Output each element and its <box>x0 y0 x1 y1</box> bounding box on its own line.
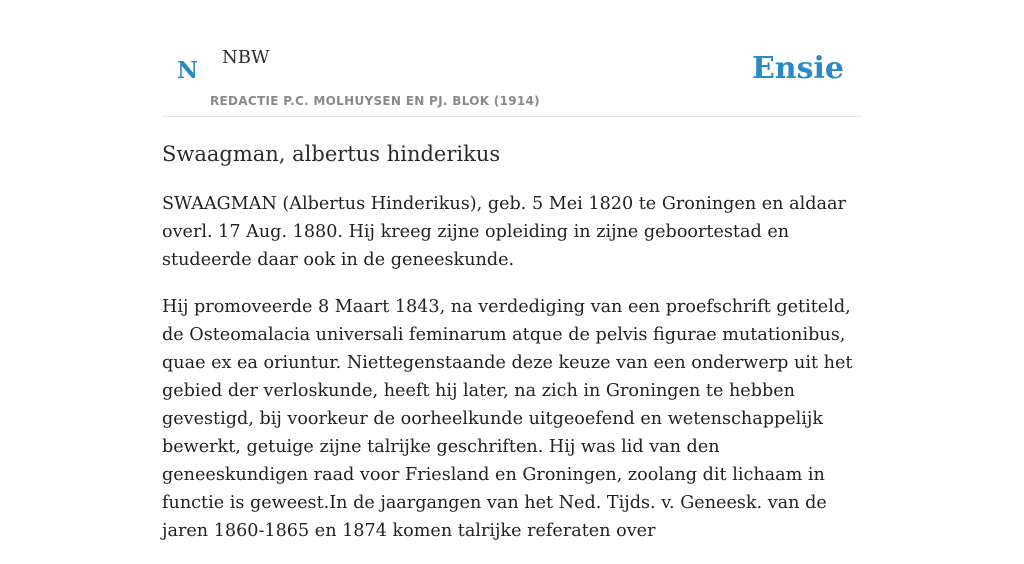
source-title[interactable]: NBW <box>222 47 270 68</box>
article <box>162 138 862 564</box>
source-subtitle: REDACTIE P.C. MOLHUYSEN EN PJ. BLOK (1914) <box>210 94 540 108</box>
article-paragraph-1: SWAAGMAN (Albertus Hinderikus), geb. 5 Mei 1820 te Groningen en aldaar overl. 17 Aug. 1880. Hij kreeg zijne opleiding in zijne geboortestad en studeerde daar ook in de geneeskunde. <box>162 194 846 270</box>
site-header <box>162 0 862 117</box>
brand-logo[interactable]: Ensie <box>751 51 844 86</box>
article-title: Swaagman, albertus hinderikus <box>162 142 501 166</box>
source-logo-icon[interactable]: N <box>177 57 199 84</box>
article-paragraph-2: Hij promoveerde 8 Maart 1843, na verdediging van een proefschrift getiteld, de Osteomalacia universali feminarum atque de pelvis figurae mutationibus, quae ex ea oriuntur. Niettegenstaande deze keuze van een onderwerp uit het gebied der verloskunde, heeft hij later, na zich in Groningen te hebben gevestigd, bij voorkeur de oorheelkunde uitgeoefend en wetenschappelijk bewerkt, getuige zijne talrijke geschriften. Hij was lid van den geneeskundigen raad voor Friesland en Groningen, zoolang dit lichaam in functie is geweest.In de jaargangen van het Ned. Tijds. v. Geneesk. van de jaren 1860-1865 en 1874 komen talrijke referaten over <box>162 297 853 541</box>
